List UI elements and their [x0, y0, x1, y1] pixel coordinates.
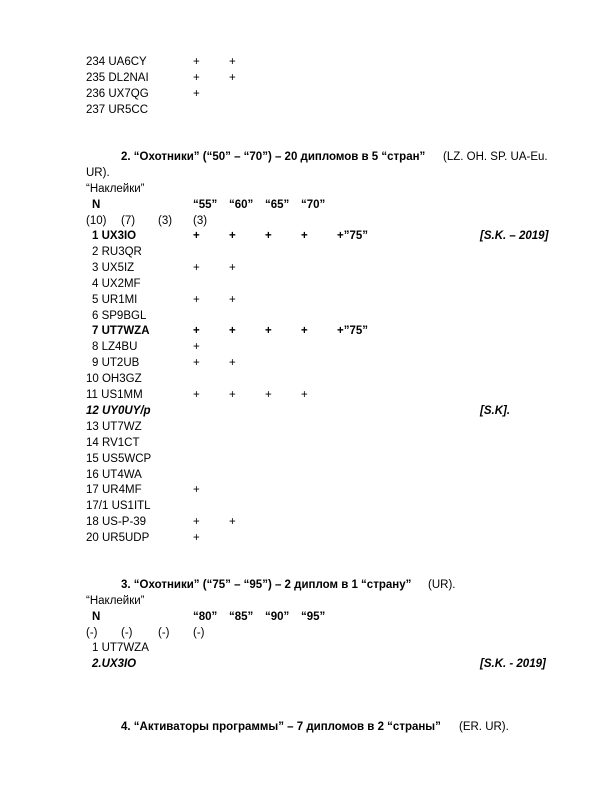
- mark-plus: +: [193, 484, 200, 497]
- list-item: 11 US1MM: [86, 389, 143, 401]
- section-2-count: (7): [121, 215, 136, 227]
- mark-plus: +: [229, 71, 236, 84]
- list-item: 17/1 US1ITL: [86, 500, 151, 513]
- list-item: 18 US-P-39: [86, 516, 147, 529]
- list-item: 9 UT2UB: [92, 357, 140, 370]
- mark-plus: +: [301, 230, 308, 242]
- mark-plus: +: [193, 261, 200, 274]
- mark-plus: +: [193, 87, 200, 100]
- mark-plus: +: [229, 56, 236, 68]
- list-item: 13 UT7WZ: [86, 420, 142, 433]
- section-3-count: (-): [158, 627, 170, 639]
- section-3-countries: (UR).: [428, 579, 456, 591]
- mark-plus: +: [301, 325, 308, 338]
- mark-plus: +: [229, 261, 236, 274]
- section-3-count: (-): [121, 627, 133, 639]
- mark-plus: +: [229, 357, 236, 370]
- section-2-countries-cont: UR).: [86, 167, 110, 179]
- section-4-title: 4. “Активаторы программы” – 7 дипломов в 2 “страны”: [121, 721, 441, 733]
- section-2-header-n: N: [92, 199, 101, 211]
- note: [S.K].: [480, 404, 511, 417]
- extra-mark: +”75”: [337, 325, 369, 338]
- section-2-count: (10): [86, 215, 107, 227]
- mark-plus: +: [193, 325, 200, 338]
- section-2-count: (3): [158, 215, 173, 227]
- mark-plus: +: [229, 516, 236, 529]
- list-item: 20 UR5UDP: [86, 532, 150, 545]
- section-4-countries: (ER. UR).: [459, 721, 509, 733]
- section-2-count: (3): [193, 215, 208, 227]
- list-item: 6 SP9BGL: [92, 309, 147, 322]
- mark-plus: +: [193, 341, 200, 354]
- section-2-header-col: “60”: [229, 199, 254, 211]
- section-3-header-col: “85”: [229, 611, 254, 623]
- list-item: 7 UT7WZA: [92, 325, 150, 338]
- mark-plus: +: [265, 389, 272, 401]
- mark-plus: +: [229, 293, 236, 306]
- section-2-header-col: “65”: [265, 199, 290, 211]
- mark-plus: +: [193, 293, 200, 306]
- mark-plus: +: [265, 325, 272, 338]
- section-2-header-col: “70”: [301, 199, 326, 211]
- section-3-header-col: “90”: [265, 611, 290, 623]
- list-item: 234 UA6CY: [86, 56, 147, 68]
- extra-mark: +”75”: [337, 230, 369, 242]
- list-item: 2 RU3QR: [92, 245, 142, 258]
- mark-plus: +: [265, 230, 272, 242]
- mark-plus: +: [193, 532, 200, 545]
- section-3-count: (-): [193, 627, 205, 639]
- list-item: 8 LZ4BU: [92, 341, 138, 354]
- mark-plus: +: [193, 56, 200, 68]
- list-item: 235 DL2NAI: [86, 71, 149, 84]
- section-3-header-col: “80”: [193, 611, 218, 623]
- mark-plus: +: [301, 389, 308, 401]
- list-item: 12 UY0UY/p: [86, 404, 151, 417]
- mark-plus: +: [193, 389, 200, 401]
- list-item: 236 UX7QG: [86, 87, 149, 100]
- mark-plus: +: [193, 357, 200, 370]
- list-item: 14 RV1CT: [86, 436, 140, 449]
- list-item: 237 UR5CC: [86, 103, 148, 116]
- list-item: 4 UX2MF: [92, 277, 141, 290]
- section-3-count: (-): [86, 627, 98, 639]
- mark-plus: +: [229, 230, 236, 242]
- section-2-countries: (LZ. OH. SP. UA-Eu.: [443, 151, 548, 163]
- section-3-stickers-label: “Наклейки”: [86, 595, 145, 607]
- list-item: 16 UT4WA: [86, 468, 142, 481]
- section-3-header-col: “95”: [301, 611, 326, 623]
- list-item: 3 UX5IZ: [92, 261, 135, 274]
- mark-plus: +: [193, 71, 200, 84]
- list-item: 1 UX3IO: [92, 230, 137, 242]
- section-2-title: 2. “Охотники” (“50” – “70”) – 20 дипломов в 5 “стран”: [121, 151, 426, 163]
- note: [S.K. - 2019]: [480, 657, 546, 670]
- list-item: 17 UR4MF: [86, 484, 142, 497]
- list-item: 5 UR1MI: [92, 293, 138, 306]
- section-3-header-n: N: [92, 611, 101, 623]
- section-2-stickers-label: “Наклейки”: [86, 183, 145, 195]
- section-3-title: 3. “Охотники” (“75” – “95”) – 2 диплом в 1 “страну”: [121, 579, 412, 591]
- mark-plus: +: [193, 516, 200, 529]
- list-item: 1 UT7WZA: [92, 642, 149, 654]
- mark-plus: +: [193, 230, 200, 242]
- mark-plus: +: [229, 389, 236, 401]
- list-item: 2.UX3IO: [92, 657, 137, 670]
- note: [S.K. – 2019]: [480, 230, 549, 242]
- list-item: 15 US5WCP: [86, 452, 152, 465]
- mark-plus: +: [229, 325, 236, 338]
- section-2-header-col: “55”: [193, 199, 218, 211]
- list-item: 10 OH3GZ: [86, 373, 142, 386]
